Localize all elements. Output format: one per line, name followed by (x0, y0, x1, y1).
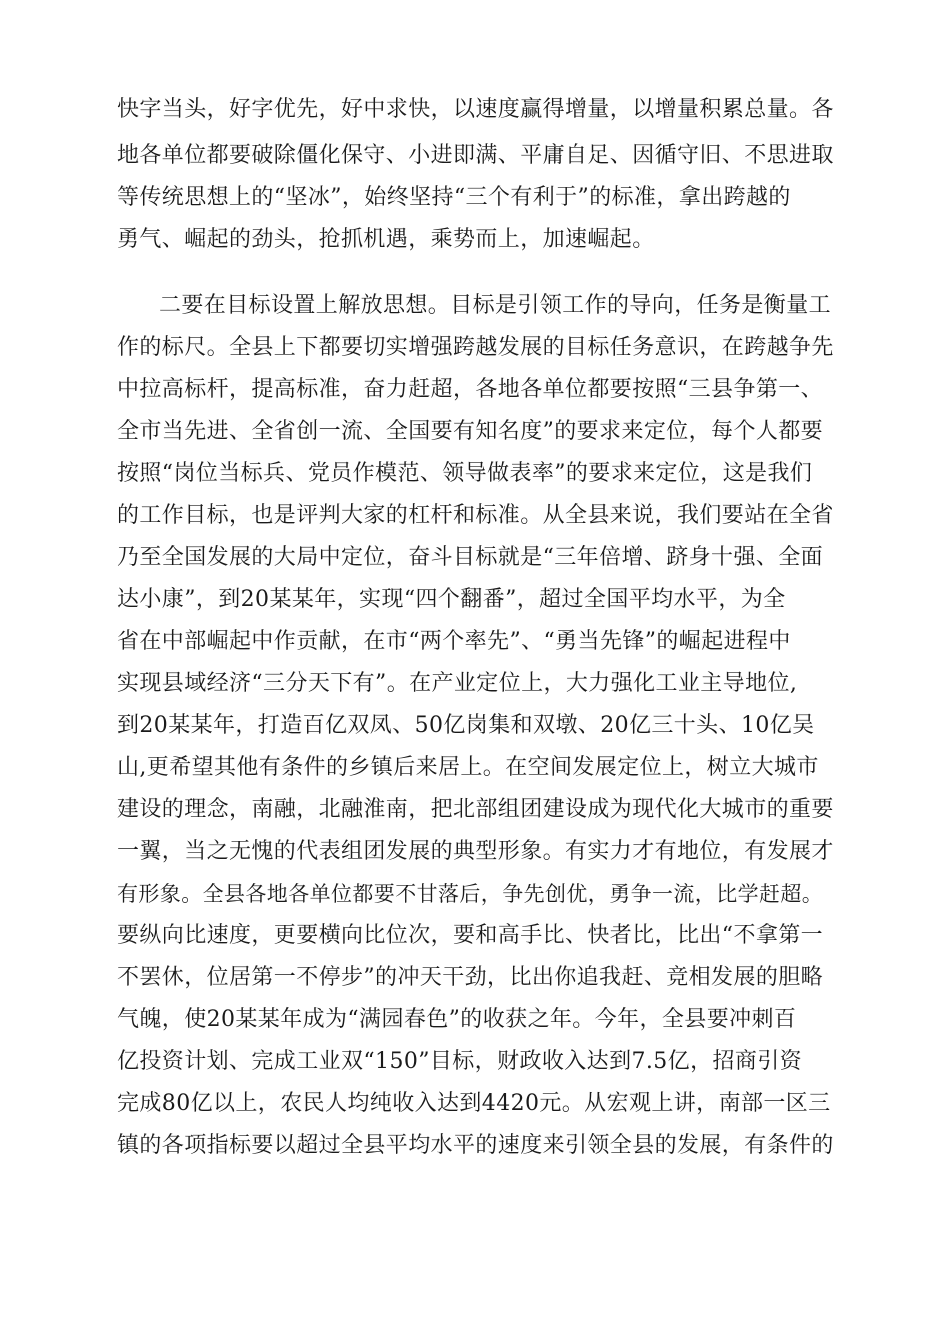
paragraph-line: 中拉高标杆，提高标准，奋力赶超，各地各单位都要按照“三县争第一、 (117, 377, 824, 402)
paragraph-line: 要纵向比速度，更要横向比位次，要和高手比、快者比，比出“不拿第一 (117, 923, 824, 948)
paragraph-line: 实现县域经济“三分天下有”。在产业定位上，大力强化工业主导地位, (117, 671, 798, 696)
paragraph-line: 作的标尺。全县上下都要切实增强跨越发展的目标任务意识，在跨越争先 (117, 335, 834, 360)
paragraph-line: 省在中部崛起中作贡献，在市“两个率先”、“勇当先锋”的崛起进程中 (117, 629, 791, 654)
paragraph-line: 到20某某年，打造百亿双凤、50亿岗集和双墩、20亿三十头、10亿吴 (117, 713, 815, 738)
paragraph-line: 快字当头，好字优先，好中求快，以速度赢得增量，以增量积累总量。各 (117, 97, 834, 122)
paragraph-line: 完成80亿以上，农民人均纯收入达到4420元。从宏观上讲，南部一区三 (117, 1091, 831, 1116)
paragraph-line: 二要在目标设置上解放思想。目标是引领工作的导向，任务是衡量工 (159, 293, 832, 318)
paragraph-line: 有形象。全县各地各单位都要不甘落后，争先创优，勇争一流，比学赶超。 (117, 882, 824, 906)
paragraph-line: 按照“岗位当标兵、党员作模范、领导做表率”的要求来定位，这是我们 (117, 461, 813, 486)
paragraph-line: 的工作目标，也是评判大家的杠杆和标准。从全县来说，我们要站在全省 (117, 503, 834, 528)
paragraph-line: 亿投资计划、完成工业双“150”目标，财政收入达到7.5亿，招商引资 (117, 1049, 803, 1074)
paragraph-line: 不罢休，位居第一不停步”的冲天干劲，比出你追我赶、竞相发展的胆略 (117, 965, 824, 990)
paragraph-line: 一翼，当之无愧的代表组团发展的典型形象。有实力才有地位，有发展才 (117, 839, 834, 864)
paragraph-line: 气魄，使20某某年成为“满园春色”的收获之年。今年，全县要冲刺百 (117, 1007, 797, 1032)
paragraph-line: 建设的理念，南融，北融淮南，把北部组团建设成为现代化大城市的重要 (117, 797, 834, 822)
paragraph-line: 山,更希望其他有条件的乡镇后来居上。在空间发展定位上，树立大城市 (117, 755, 819, 780)
paragraph-line: 达小康”，到20某某年，实现“四个翻番”，超过全国平均水平，为全 (117, 587, 786, 612)
paragraph-line: 全市当先进、全省创一流、全国要有知名度”的要求来定位，每个人都要 (117, 419, 824, 444)
paragraph-line: 乃至全国发展的大局中定位，奋斗目标就是“三年倍增、跻身十强、全面 (117, 545, 824, 570)
paragraph-line: 勇气、崛起的劲头，抢抓机遇，乘势而上，加速崛起。 (117, 227, 655, 252)
paragraph-line: 等传统思想上的“坚冰”，始终坚持“三个有利于”的标准，拿出跨越的 (117, 185, 791, 210)
paragraph-line: 镇的各项指标要以超过全县平均水平的速度来引领全县的发展，有条件的 (117, 1133, 834, 1158)
paragraph-line: 地各单位都要破除僵化保守、小进即满、平庸自足、因循守旧、不思进取 (117, 143, 834, 168)
